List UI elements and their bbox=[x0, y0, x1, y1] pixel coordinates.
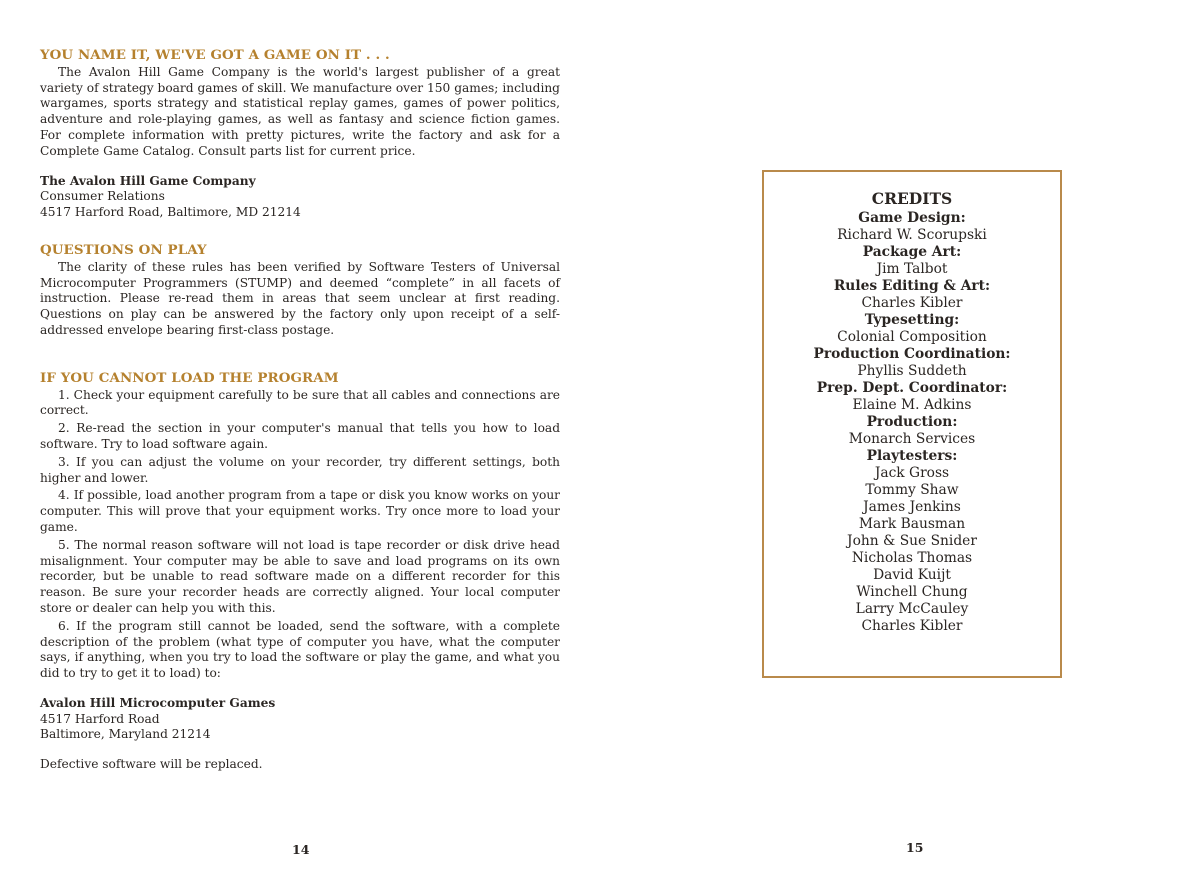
credit-person: Jim Talbot bbox=[876, 261, 948, 277]
list-item: 5. The normal reason software will not load is tape recorder or disk drive head misalignment. Your computer may be able to save and load programs on its own recorder, but be unable to read software made on a different recorder for this reason. Be sure your recorder heads are correctly aligned. Your local computer store or dealer can help you with this. bbox=[40, 537, 560, 615]
page-number-left: 14 bbox=[292, 842, 310, 857]
credit-role: Game Design: bbox=[858, 210, 966, 226]
list-item: 1. Check your equipment carefully to be sure that all cables and connections are correct. bbox=[40, 387, 560, 418]
credits-list bbox=[764, 210, 1060, 635]
credits-title: CREDITS bbox=[871, 189, 953, 208]
list-item: 3. If you can adjust the volume on your recorder, try different settings, both higher and lower. bbox=[40, 454, 560, 485]
credit-person: Charles Kibler bbox=[861, 618, 963, 634]
company-address bbox=[40, 174, 560, 221]
credit-person: Nicholas Thomas bbox=[851, 550, 973, 566]
credit-role: Production: bbox=[866, 414, 958, 430]
credit-person: John & Sue Snider bbox=[847, 533, 977, 549]
credit-person: James Jenkins bbox=[863, 499, 961, 515]
credit-role: Rules Editing & Art: bbox=[833, 278, 991, 294]
credit-person: Charles Kibler bbox=[861, 295, 963, 311]
credit-person: Mark Bausman bbox=[858, 516, 966, 532]
section-heading: IF YOU CANNOT LOAD THE PROGRAM bbox=[40, 369, 339, 386]
credit-person: David Kuijt bbox=[873, 567, 951, 583]
section-heading: QUESTIONS ON PLAY bbox=[40, 241, 207, 258]
address-name: The Avalon Hill Game Company bbox=[40, 173, 256, 188]
section-cannot-load bbox=[40, 371, 560, 682]
page-number-right: 15 bbox=[906, 840, 924, 855]
credit-role: Prep. Dept. Coordinator: bbox=[816, 380, 1008, 396]
section-heading: YOU NAME IT, WE'VE GOT A GAME ON IT . . . bbox=[40, 47, 390, 63]
credits-box bbox=[762, 170, 1062, 678]
list-item: 6. If the program still cannot be loaded, send the software, with a complete description of the problem (what type of computer you have, what the computer says, if anything, when you try to load the software or play the game, and what you did to try to get it to load) to: bbox=[40, 618, 560, 681]
address-line: Baltimore, Maryland 21214 bbox=[40, 727, 211, 742]
section-game-catalog bbox=[40, 48, 560, 160]
address-line: Consumer Relations bbox=[40, 189, 165, 204]
credit-role: Playtesters: bbox=[866, 448, 958, 464]
microcomputer-address bbox=[40, 696, 560, 743]
credit-person: Phyllis Suddeth bbox=[857, 363, 967, 379]
address-line: 4517 Harford Road, Baltimore, MD 21214 bbox=[40, 205, 301, 220]
credit-role: Typesetting: bbox=[864, 312, 960, 328]
credit-person: Tommy Shaw bbox=[865, 482, 959, 498]
section-body: The clarity of these rules has been verified by Software Testers of Universal Microcomputer Programmers (STUMP) and deemed “complete” in all facets of instruction. Please re-read them in areas that seem unclear at first reading. Questions on play can be answered by the factory only upon receipt of a self-addressed envelope bearing first-class postage. bbox=[40, 259, 560, 337]
credit-person: Richard W. Scorupski bbox=[837, 227, 987, 243]
credit-person: Elaine M. Adkins bbox=[852, 397, 972, 413]
section-body: The Avalon Hill Game Company is the world's largest publisher of a great variety of strategy board games of skill. We manufacture over 150 games; including wargames, sports strategy and statistical replay games, games of power politics, adventure and role-playing games, as well as fantasy and science fiction games. For complete information with pretty pictures, write the factory and ask for a Complete Game Catalog. Consult parts list for current price. bbox=[40, 64, 560, 158]
credit-person: Larry McCauley bbox=[855, 601, 969, 617]
address-line: 4517 Harford Road bbox=[40, 711, 160, 726]
credit-role: Production Coordination: bbox=[813, 346, 1011, 362]
list-item: 2. Re-read the section in your computer's manual that tells you how to load software. Try to load software again. bbox=[40, 421, 560, 451]
credit-person: Colonial Composition bbox=[837, 329, 987, 345]
credit-person: Jack Gross bbox=[874, 465, 950, 481]
credit-role: Package Art: bbox=[862, 244, 962, 260]
footer-note: Defective software will be replaced. bbox=[40, 757, 263, 772]
address-name: Avalon Hill Microcomputer Games bbox=[40, 695, 276, 710]
section-questions bbox=[40, 243, 560, 339]
list-item: 4. If possible, load another program from a tape or disk you know works on your computer. This will prove that your equipment works. Try once more to load your game. bbox=[40, 488, 560, 534]
credit-person: Monarch Services bbox=[848, 431, 976, 447]
left-page bbox=[40, 48, 560, 773]
credit-person: Winchell Chung bbox=[856, 584, 968, 600]
